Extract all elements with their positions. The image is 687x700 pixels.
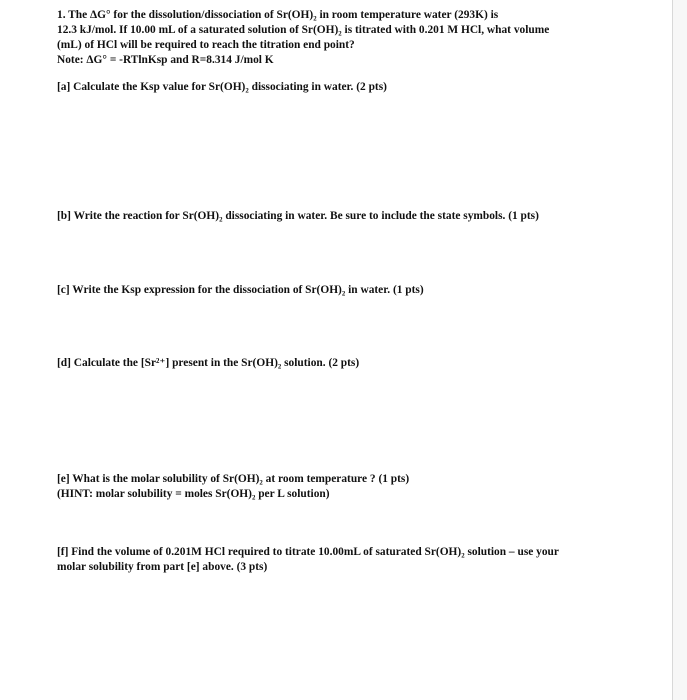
scrollbar-track[interactable]	[673, 0, 687, 700]
part-e	[57, 472, 409, 502]
part-f-line-1: [f] Find the volume of 0.201M HCl required to titrate 10.00mL of saturated Sr(OH)₂ solution – use your	[57, 546, 559, 558]
part-d: [d] Calculate the [Sr²⁺] present in the Sr(OH)₂ solution. (2 pts)	[57, 357, 360, 369]
intro-note: Note: ΔG° = -RTlnKsp and R=8.314 J/mol K	[57, 54, 274, 66]
intro-line-2: 12.3 kJ/mol. If 10.00 mL of a saturated solution of Sr(OH)₂ is titrated with 0.201 M HCl, what volume	[57, 24, 550, 36]
part-b: [b] Write the reaction for Sr(OH)₂ dissociating in water. Be sure to include the state symbols. (1 pts)	[57, 210, 539, 222]
part-e-hint: (HINT: molar solubility = moles Sr(OH)₂ per L solution)	[57, 488, 330, 500]
intro-line-1: 1. The ΔG° for the dissolution/dissociation of Sr(OH)₂ in room temperature water (293K) is	[57, 9, 499, 21]
part-f-line-2: molar solubility from part [e] above. (3 pts)	[57, 561, 268, 573]
intro-line-3: (mL) of HCl will be required to reach the titration end point?	[57, 39, 355, 51]
question-intro	[57, 8, 549, 68]
part-a: [a] Calculate the Ksp value for Sr(OH)₂ dissociating in water. (2 pts)	[57, 81, 387, 93]
part-c: [c] Write the Ksp expression for the dissociation of Sr(OH)₂ in water. (1 pts)	[57, 284, 424, 296]
part-f	[57, 545, 559, 575]
part-e-question: [e] What is the molar solubility of Sr(OH)₂ at room temperature ? (1 pts)	[57, 473, 410, 485]
